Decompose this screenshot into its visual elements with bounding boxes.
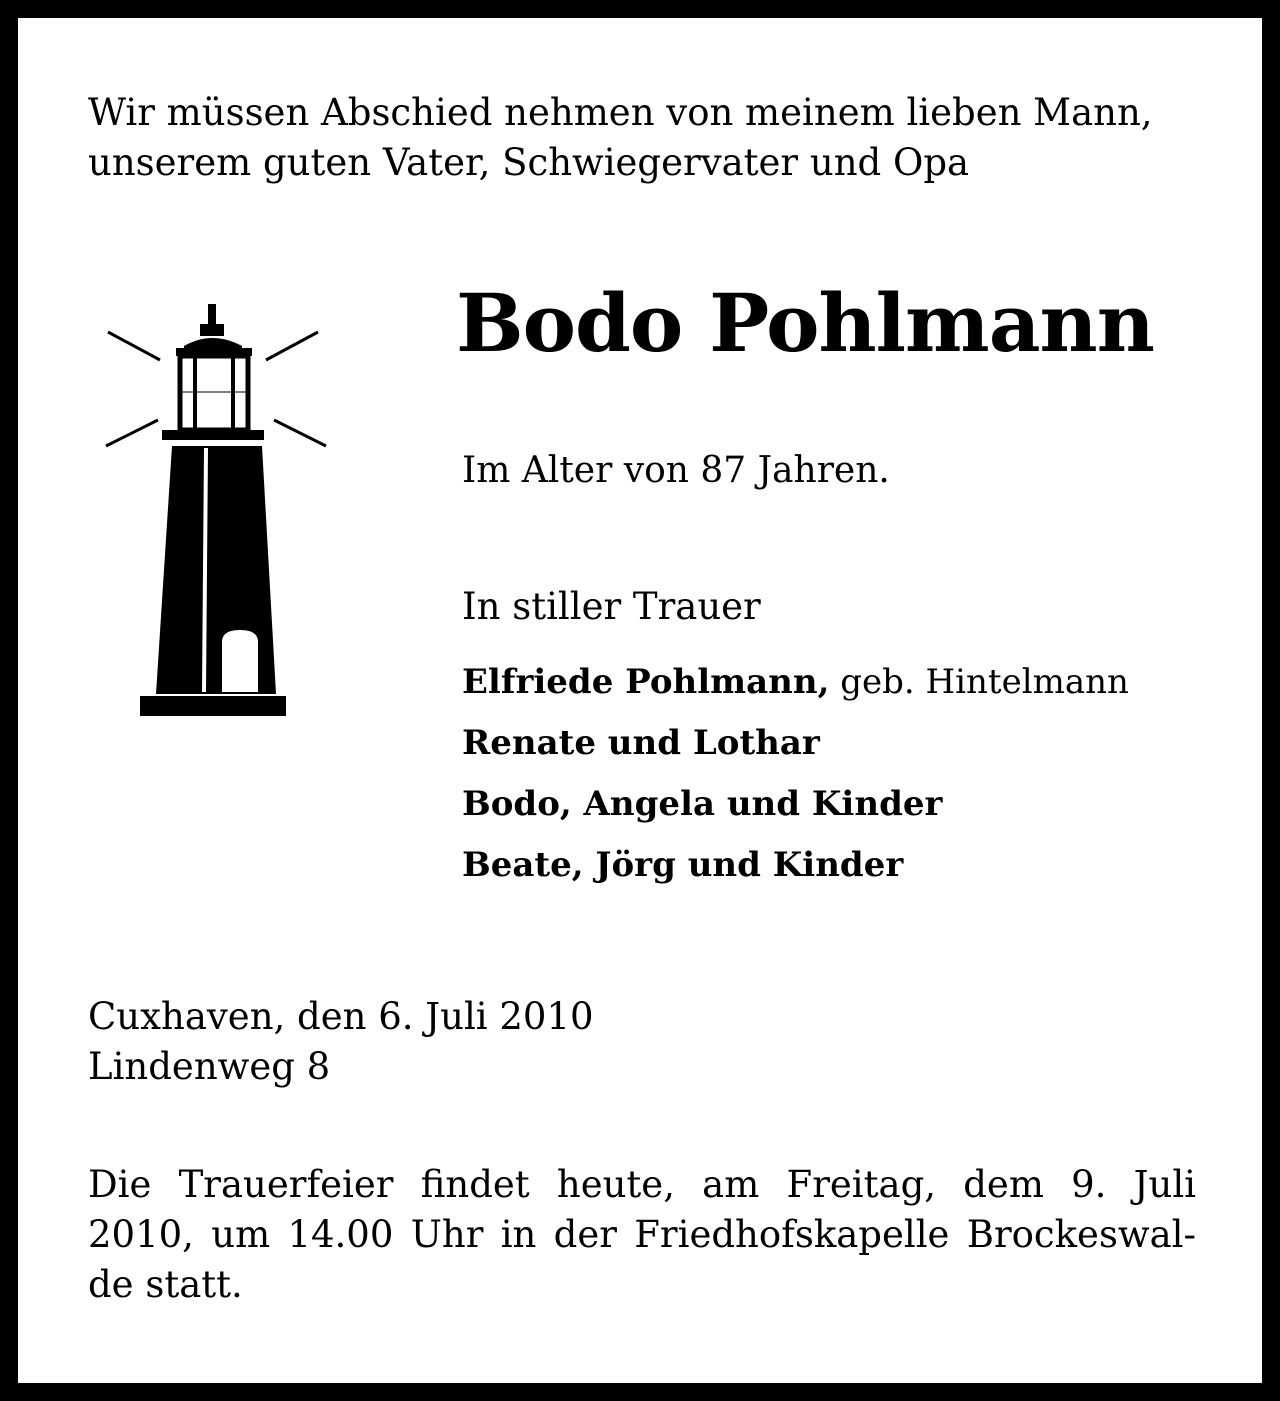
service-line-2: 2010, um 14.00 Uhr in der Friedhofskapelle Brockeswal- <box>88 1213 1196 1256</box>
family-member <box>462 774 1129 835</box>
mourning-label: In stiller Trauer <box>462 585 761 628</box>
family-member <box>462 652 1129 713</box>
service-line-3: de statt. <box>88 1263 243 1306</box>
lighthouse-icon <box>100 296 340 726</box>
intro-line-1: Wir müssen Abschied nehmen von meinem lieben Mann, <box>88 91 1153 134</box>
family-member-name: Bodo, Angela und Kinder <box>462 784 943 824</box>
intro-line-2: unserem guten Vater, Schwiegervater und Opa <box>88 141 970 184</box>
family-member <box>462 713 1129 774</box>
service-notice <box>88 1160 1196 1310</box>
family-member-name: Renate und Lothar <box>462 723 820 763</box>
family-member <box>462 835 1129 896</box>
street-address: Lindenweg 8 <box>88 1045 331 1088</box>
family-member-name: Elfriede Pohlmann, <box>462 662 830 702</box>
family-list <box>462 652 1129 896</box>
city-date: Cuxhaven, den 6. Juli 2010 <box>88 995 594 1038</box>
age-text: Im Alter von 87 Jahren. <box>462 450 890 491</box>
service-line-1: Die Trauerfeier findet heute, am Freitag, dem 9. Juli <box>88 1163 1196 1206</box>
family-member-name: Beate, Jörg und Kinder <box>462 845 904 885</box>
family-member-suffix: geb. Hintelmann <box>829 662 1129 702</box>
place-and-date <box>88 992 594 1092</box>
deceased-name: Bodo Pohlmann <box>456 276 1154 370</box>
intro-text <box>88 88 1198 188</box>
